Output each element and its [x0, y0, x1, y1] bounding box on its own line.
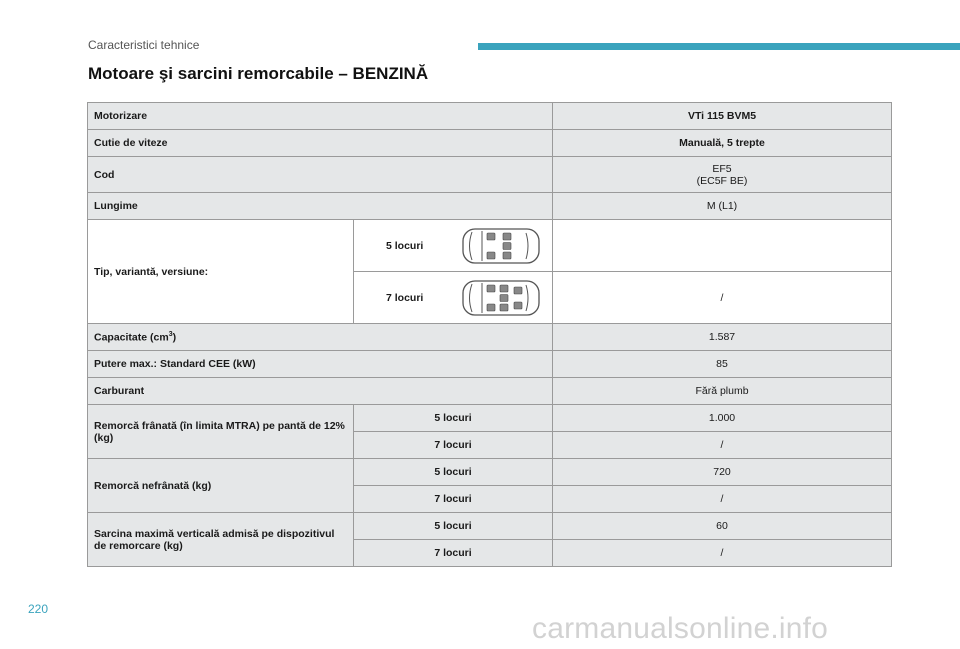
row-value: /: [553, 432, 892, 459]
row-label: Putere max.: Standard CEE (kW): [88, 351, 553, 378]
row-value: /: [553, 486, 892, 513]
seats-label: 5 locuri: [354, 405, 553, 432]
table-row: [88, 459, 892, 486]
row-label: Remorcă frânată (în limita MTRA) pe pantă de 12% (kg): [88, 405, 354, 459]
row-value: 720: [553, 459, 892, 486]
table-row: [88, 193, 892, 220]
row-value: [553, 157, 892, 193]
seats-label: 5 locuri: [354, 513, 553, 540]
page-title: Motoare şi sarcini remorcabile – BENZINĂ: [88, 64, 429, 83]
row-label: Carburant: [88, 378, 553, 405]
table-row: [88, 405, 892, 432]
specs-table: [87, 102, 892, 567]
row-value: Fără plumb: [553, 378, 892, 405]
table-row: [88, 103, 892, 130]
table-row: [88, 130, 892, 157]
seats-label: 7 locuri: [354, 432, 553, 459]
seats-label: 5 locuri: [386, 239, 424, 252]
table-row: [88, 220, 892, 272]
row-value: [553, 220, 892, 272]
row-label: Cutie de viteze: [88, 130, 553, 157]
seats-label: 7 locuri: [354, 486, 553, 513]
row-value: 85: [553, 351, 892, 378]
row-label: [88, 324, 553, 351]
table-row: [88, 157, 892, 193]
table-row: [88, 351, 892, 378]
seats-label: 7 locuri: [386, 291, 424, 304]
row-value: M (L1): [553, 193, 892, 220]
row-value: 1.587: [553, 324, 892, 351]
row-value: Manuală, 5 trepte: [553, 130, 892, 157]
table-row: [88, 513, 892, 540]
row-value: VTi 115 BVM5: [553, 103, 892, 130]
row-label: Cod: [88, 157, 553, 193]
row-label: Sarcina maximă verticală admisă pe dispozitivul de remorcare (kg): [88, 513, 354, 567]
van-7-seats-icon: [460, 278, 542, 318]
row-value: 1.000: [553, 405, 892, 432]
page-number: 220: [28, 602, 49, 616]
row-value: 60: [553, 513, 892, 540]
table-row: [88, 378, 892, 405]
capacity-label: Capacitate (cm: [94, 331, 169, 344]
table-row: [88, 324, 892, 351]
seats-label: 5 locuri: [354, 459, 553, 486]
row-label: Lungime: [88, 193, 553, 220]
code-line-1: EF5: [712, 162, 732, 175]
row-label: Motorizare: [88, 103, 553, 130]
seats-label: 7 locuri: [354, 540, 553, 567]
row-label: Tip, variantă, versiune:: [88, 220, 354, 324]
row-value: /: [553, 540, 892, 567]
section-title: Caracteristici tehnice: [88, 38, 200, 52]
seat-config-5: [354, 220, 553, 272]
row-label: Remorcă nefrânată (kg): [88, 459, 354, 513]
capacity-unit-exponent: 3: [168, 330, 173, 338]
capacity-label-end: ): [172, 331, 177, 344]
seat-config-7: [354, 272, 553, 324]
watermark: carmanualsonline.info: [532, 612, 829, 645]
header-accent-bar: [478, 43, 960, 50]
row-value: /: [553, 272, 892, 324]
van-5-seats-icon: [460, 226, 542, 266]
code-line-2: (EC5F BE): [696, 174, 748, 187]
